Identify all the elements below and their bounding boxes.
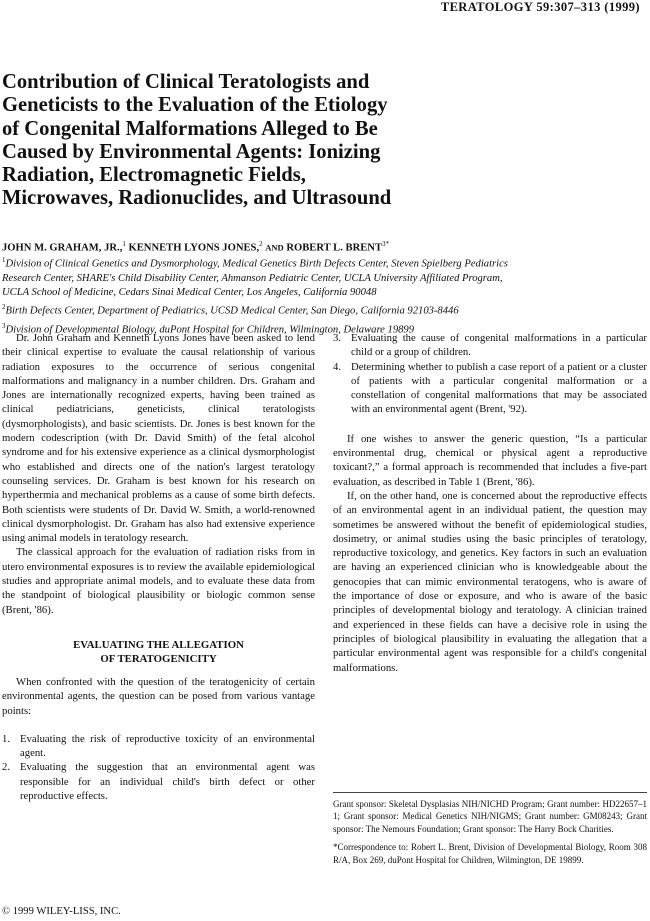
affil-mark: 2 xyxy=(2,303,6,312)
author-name: KENNETH LYONS JONES, xyxy=(128,242,260,254)
affil-mark: 1 xyxy=(2,256,6,264)
list-number: 3. xyxy=(333,332,342,344)
left-column xyxy=(2,331,315,803)
affiliation-text: Birth Defects Center, Department of Pediatrics, UCSD Medical Center, San Diego, California 92103-8446 xyxy=(5,305,459,317)
affiliations xyxy=(2,253,642,338)
list-number: 4. xyxy=(333,360,342,373)
author-conjunction: AND xyxy=(265,242,284,253)
list-item xyxy=(2,760,315,803)
body-paragraph: When confronted with the question of the teratogenicity of certain environmental agents, the question can be posed from various vantage points: xyxy=(2,675,315,717)
list-number: 1. xyxy=(2,732,11,745)
list-item-text: Determining whether to publish a case report of a patient or a cluster of patients with a particular congenital malformation or a constellation of congenital malformations that may be associated with an environmental agent (Brent, '92). xyxy=(351,360,647,416)
list-item-text: Evaluating the suggestion that an environmental agent was responsible for an individual child's birth defect or other reproductive effects. xyxy=(20,761,315,803)
author-affil-mark: 1 xyxy=(122,240,126,248)
affiliation-line: UCLA School of Medicine, Cedars Sinai Medical Center, Los Angeles, California 90048 xyxy=(2,286,377,298)
section-heading xyxy=(2,638,315,666)
title-line: of Congenital Malformations Alleged to Be xyxy=(2,117,378,140)
copyright-notice: © 1999 WILEY-LISS, INC. xyxy=(2,906,121,917)
author-affil-mark: 2 xyxy=(259,240,263,248)
author-affil-mark: 3* xyxy=(382,240,390,248)
body-paragraph: If, on the other hand, one is concerned about the reproductive effects of an environmental agent in an individual patient, the question may sometimes be answered without the benefit of epidemiological studies, dosimetry, or animal studies using the basic principles of teratology, reproductive toxicology, and genetics. Key factors in such an evaluation are having an experienced clinician who is knowledgeable about the genocopies that can mimic environmental teratogens, who is aware of the importance of dose or exposure, and who is aware of the basic principles of developmental biology and teratology. A clinician trained and experienced in these fields can have a decisive role in using the principles of biological plausibility in evaluating the allegation that a particular environmental agent was responsible for a child's congenital malformations. xyxy=(333,489,647,674)
affil-mark: 3 xyxy=(2,321,6,330)
list-item xyxy=(333,360,647,417)
body-paragraph: Dr. John Graham and Kenneth Lyons Jones have been asked to lend their clinical expertise to evaluate the causal relationship of various radiation exposures to the occurrence of serious congenital malformations and malignancy in a number children. Drs. Graham and Jones are internationally recognized experts, having been trained as clinical pediatricians, geneticists, clinical teratologists (dysmorphologists), and basic scientists. Dr. Jones is best known for the modern codescription (with Dr. David Smith) of the fetal alcohol syndrome and for his extensive experience as a clinical dysmorphologist who established and directs one of the nation's largest teratology counseling services. Dr. Graham is best known for his research on hyperthermia and mechanical problems as a cause of some birth defects. Both scientists were students of Dr. David W. Smith, a world-renowned clinical dysmorphologist. Dr. Graham has also had extensive experience using animal models in teratology research. xyxy=(2,332,315,545)
section-heading-line: OF TERATOGENICITY xyxy=(100,652,217,665)
body-paragraph: If one wishes to answer the generic question, “Is a particular environmental drug, chemical or physical agent a reproductive toxicant?,” a formal approach is recommended that includes a five-part evaluation, as described in Table 1 (Brent, '86). xyxy=(333,432,647,488)
article-title xyxy=(2,71,642,211)
affiliation-line xyxy=(2,300,642,319)
title-line: Contribution of Clinical Teratologists and xyxy=(2,71,370,93)
footnote-divider xyxy=(333,792,647,793)
affiliation-text: Division of Developmental Biology, duPont Hospital for Children, Wilmington, Delaware 19899 xyxy=(5,324,415,336)
body-paragraph: The classical approach for the evaluation of radiation risks from in utero environmental exposures is to review the available epidemiological studies and appropriate animal models, and to evaluate these data from the standpoint of biological plausibility or biologic common sense (Brent, '86). xyxy=(2,546,315,616)
author-name: JOHN M. GRAHAM, JR., xyxy=(2,242,123,254)
list-number: 2. xyxy=(2,761,11,774)
list-item xyxy=(333,331,647,360)
title-line: Caused by Environmental Agents: Ionizing xyxy=(2,140,381,163)
correspondence-footnote: *Correspondence to: Robert L. Brent, Division of Developmental Biology, Room 308 R/A, Box 269, duPont Hospital for Children, Wilmington, DE 19899. xyxy=(333,842,647,865)
title-line: Radiation, Electromagnetic Fields, xyxy=(2,164,306,187)
title-line: Geneticists to the Evaluation of the Etiology xyxy=(2,94,388,117)
list-item-text: Evaluating the risk of reproductive toxicity of an environmental agent. xyxy=(20,732,315,760)
title-line: Microwaves, Radionuclides, and Ultrasound xyxy=(2,187,392,210)
grant-footnote: Grant sponsor: Skeletal Dysplasias NIH/NICHD Program; Grant number: HD22657–1 1; Grant sponsor: Medical Genetics NIH/NIGMS; Grant number: GM08243; Grant sponsor: The Nemours Foundation; Grant sponsor: The Harry Bock Charities. xyxy=(333,799,647,834)
numbered-list xyxy=(2,732,315,803)
section-heading-line: EVALUATING THE ALLEGATION xyxy=(73,638,244,651)
list-item xyxy=(2,732,315,761)
author-list xyxy=(2,240,389,254)
right-column xyxy=(333,331,647,675)
affiliation-text: Division of Clinical Genetics and Dysmorphology, Medical Genetics Birth Defects Center, Steven Spielberg Pediatrics xyxy=(5,258,508,270)
author-name: ROBERT L. BRENT xyxy=(286,242,383,254)
running-head: TERATOLOGY 59:307–313 (1999) xyxy=(440,0,640,14)
numbered-list xyxy=(333,331,647,417)
list-item-text: Evaluating the cause of congenital malformations in a particular child or a group of children. xyxy=(351,332,647,359)
affiliation-line: Research Center, SHARE's Child Disability Center, Ahmanson Pediatric Center, UCLA University Affiliated Program, xyxy=(2,272,503,284)
footnotes xyxy=(333,798,647,866)
affiliation-line xyxy=(2,253,642,272)
